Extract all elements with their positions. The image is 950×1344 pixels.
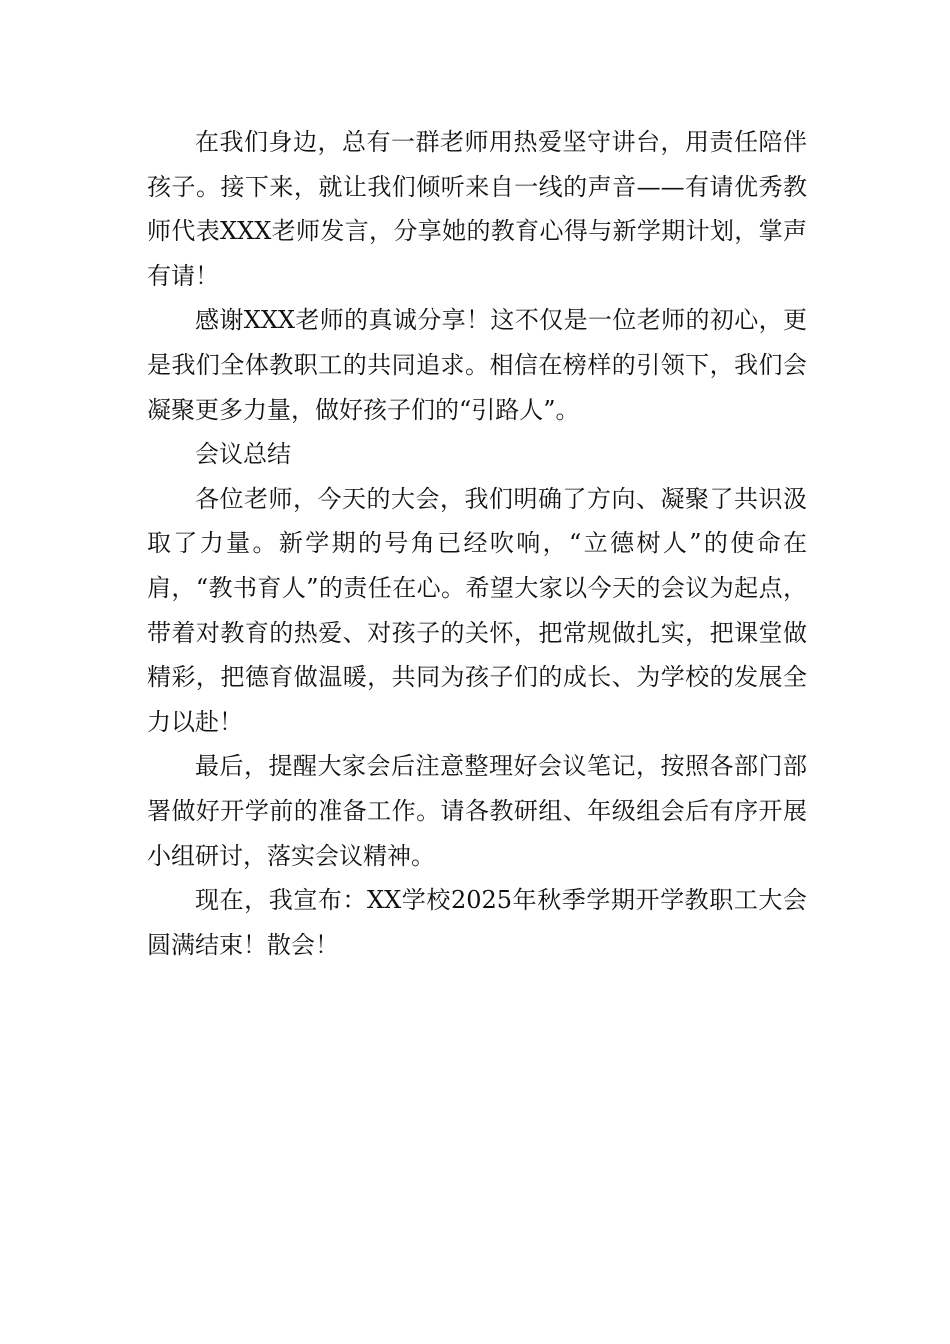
paragraph-reminder: 最后，提醒大家会后注意整理好会议笔记，按照各部门部署做好开学前的准备工作。请各教研组、年级组会后有序开展小组研讨，落实会议精神。	[147, 752, 807, 870]
paragraph-closing: 现在，我宣布：XX学校2025年秋季学期开学教职工大会圆满结束！散会！	[147, 886, 807, 959]
paragraph-teacher-intro: 在我们身边，总有一群老师用热爱坚守讲台，用责任陪伴孩子。接下来，就让我们倾听来自一线的声音——有请优秀教师代表XXX老师发言，分享她的教育心得与新学期计划，掌声有请！	[147, 128, 807, 290]
paragraph-summary: 各位老师，今天的大会，我们明确了方向、凝聚了共识汲取了力量。新学期的号角已经吹响，“立德树人”的使命在肩，“教书育人”的责任在心。希望大家以今天的会议为起点，带着对教育的热爱、对孩子的关怀，把常规做扎实，把课堂做精彩，把德育做温暖，共同为孩子们的成长、为学校的发展全力以赴！	[147, 484, 807, 736]
document-body	[147, 120, 807, 967]
section-heading-summary: 会议总结	[195, 440, 291, 469]
paragraph-thanks: 感谢XXX老师的真诚分享！这不仅是一位老师的初心，更是我们全体教职工的共同追求。相信在榜样的引领下，我们会凝聚更多力量，做好孩子们的“引路人”。	[147, 306, 807, 424]
